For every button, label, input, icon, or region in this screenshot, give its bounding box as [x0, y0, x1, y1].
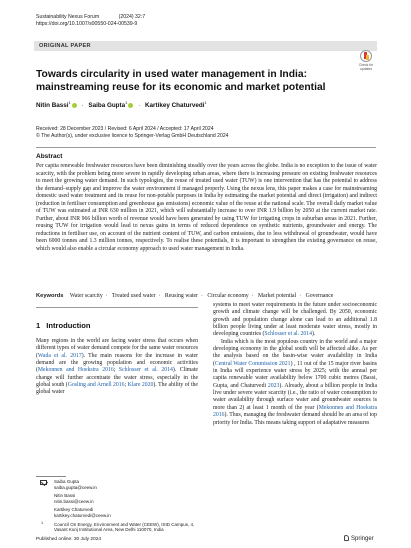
citation-link[interactable]: Central Water Commission 2021	[214, 360, 291, 367]
envelope-icon	[40, 480, 47, 485]
author-name[interactable]: Nitin Bassi	[36, 102, 69, 110]
intro-left-column	[36, 338, 198, 397]
journal-header	[36, 14, 145, 28]
intro-paragraph: India which is the most populous country in the world and a major developing economy in the global south will be affected alike. As per the analysis based on the basin-wise water availability in India (Central Water Commission 2021) , 11 out of the 15 major river basins in India will experience water stress by 2025; with the annual per capita renewable water availability below 1700 cubic metres (Bassi, Gupta, and Chaturvedi 2023). Already, about a billion people in India live under severe water scarcity (i.e., the ratio of water consumption to water availability through surface water and groundwater sources is more than 2) at least 1 month of the year (Mekonnen and Hoekstra 2016). Thus, managing the freshwater demand should be an area of top priority for India. This means taking support of adaptative measures	[213, 338, 378, 426]
keyword: Reusing water	[164, 293, 198, 299]
intro-run: ). The main reasons for the increase in water demand are the growing population and economic activities (	[36, 352, 199, 374]
keyword: Treated used water	[112, 293, 156, 299]
article-type-bar	[34, 41, 377, 51]
published-online-date: Published online: 30 July 2024	[36, 537, 102, 542]
correspondence-block	[36, 479, 206, 533]
article-dates	[36, 126, 229, 139]
section-heading-introduction: 1 Introduction	[36, 321, 91, 330]
divider	[36, 147, 376, 148]
abstract-heading: Abstract	[36, 153, 63, 160]
contact-entry	[36, 507, 206, 518]
keyword: Market potential	[258, 293, 297, 299]
contact-email[interactable]: kartikey.chaturvedi@ceew.in	[54, 512, 111, 518]
springer-horse-icon	[344, 535, 349, 541]
check-for-updates-badge[interactable]	[355, 50, 377, 74]
article-type-label: ORIGINAL PAPER	[39, 42, 91, 49]
contact-name: Nitin Bassi	[54, 493, 76, 499]
citation-link[interactable]: Schlosser et al. 2014	[264, 331, 313, 338]
history-dates: Received: 28 December 2023 / Revised: 6 April 2024 / Accepted: 17 April 2024	[36, 126, 214, 132]
intro-run: ;	[113, 367, 119, 374]
citation-link[interactable]: Wada et al. 2017	[37, 352, 82, 359]
intro-run: ). The ability of the global water	[36, 382, 198, 396]
doi-link[interactable]: https://doi.org/10.1007/s00550-024-00539-9	[36, 21, 138, 27]
contact-name: Saiba Gupta	[54, 479, 80, 484]
orcid-icon[interactable]	[128, 103, 133, 108]
contact-entry	[36, 479, 206, 490]
intro-paragraph: systems to meet water requirements in the future under socioeconomic growth and climate change will be challenged. By 2050, economic growth and population change alone can lead to an additional 1.8 billion people living under at least moderate water stress, mostly in developing countries (Schlosser et al. 2014).	[213, 302, 377, 338]
contact-email[interactable]: saiba.gupta@ceew.in	[54, 484, 97, 490]
copyright-line: © The Author(s), under exclusive licence to Springer-Verlag GmbH Deutschland 2024	[36, 132, 229, 139]
divider	[36, 307, 198, 308]
author-list: Nitin Bassi$^1$ · Saiba Gupta$^1$ · Kartikey Chaturvedi$^1$	[36, 100, 207, 110]
citation-link[interactable]: Schlosser et al. 2014	[118, 367, 173, 374]
intro-run: Many regions in the world are facing water stress that occurs when different types of water demand compete for the same water resources (	[36, 338, 198, 359]
author-affil-sup: 1	[68, 100, 71, 105]
citation-link[interactable]: 2023	[267, 382, 280, 389]
keyword: Water scarcity	[69, 293, 103, 299]
contact-name: Kartikey Chaturvedi	[54, 507, 94, 513]
affiliation-text: Council On Energy, Environment and Water (CEEW), ISID Campus, 4, Vasant Kunj Institutional Area, New Delhi 110070, India	[54, 521, 195, 533]
citation-link[interactable]: Mekonnen and Hoekstra 2016	[213, 404, 377, 419]
citation-link[interactable]: Gosling and Arnell 2016	[67, 382, 125, 389]
affiliation-number: 1	[41, 520, 44, 525]
crossmark-label: Check for updates	[358, 63, 374, 71]
citation-link[interactable]: Mekonnen and Hoekstra 2016	[37, 367, 114, 374]
intro-right-column	[213, 302, 377, 427]
intro-run: ). Climate change will further accentuate the water stress, especially in the global south (	[36, 367, 198, 389]
article-title: Towards circularity in used water management in India: mainstreaming reuse for its economic and market potential	[36, 69, 326, 93]
keywords-label: Keywords	[36, 293, 64, 299]
journal-volume: (2024) 32:7	[118, 14, 146, 20]
abstract-text: Per capita renewable freshwater resources have been diminishing steadily over the years across the globe. India is no exception to the issue of water scarcity, with the problem being more severe in rapidly developing urban areas, where there is increasing pressure on existing freshwater resources to meet the growing water demand. In such typologies, the reuse of treated used water (TUW) is one intervention that has the potential to address the demand–supply gap and improve the water environment if managed properly. Using the nexus lens, this paper makes a case for mainstreaming domestic used water treatment and its reuse for non-potable purposes in India by estimating the market potential and direct (irrigation) and indirect (reduction in fertiliser consumption and greenhouse gas emissions) economic value of the reuse at the national scale. The overall daily market value of TUW was estimated at INR 630 million in 2021, which will substantially increase to over INR 1.9 billion by 2050 at the current market rate. Further, about INR 966 billion worth of revenue would have been generated by using TUW for irrigating crops in suburban areas in 2021. Further, reusing TUW for irrigation would lead to nexus gains in terms of reduced dependence on synthetic nutrients, groundwater and energy. The reductions in fertiliser use, on account of the nutrient content of TUW, and carbon emissions, due to less withdrawal of groundwater, would have been 6000 tonnes and 1.3 million tonnes, respectively. To realise these potentials, it is important to strengthen the existing governance on reuse, which would also enable a circular economy approach to used water management in India.	[36, 163, 377, 253]
intro-run: ;	[124, 382, 128, 389]
orcid-icon[interactable]	[72, 103, 77, 108]
author-name[interactable]: Saiba Gupta	[88, 102, 126, 110]
contact-entry	[36, 493, 206, 504]
crossmark-icon	[360, 50, 372, 62]
keyword: Governance	[305, 293, 334, 299]
author-affil-sup: 1	[125, 100, 128, 105]
keywords: Keywords Water scarcity · Treated used water · Reusing water · Circular economy · Market potential · Governance	[36, 293, 334, 299]
contact-email[interactable]: nitin.bassi@ceew.in	[54, 498, 94, 504]
affiliation	[36, 522, 206, 533]
keyword: Circular economy	[207, 293, 249, 299]
author-name[interactable]: Kartikey Chaturvedi	[144, 102, 205, 110]
author-affil-sup: 1	[204, 100, 207, 105]
journal-name: Sustainability Nexus Forum	[36, 14, 100, 20]
publisher-logo	[344, 535, 374, 542]
footnote-rule	[36, 476, 66, 477]
citation-link[interactable]: Klare 2020	[127, 382, 154, 389]
publisher-name: Springer	[351, 536, 374, 542]
